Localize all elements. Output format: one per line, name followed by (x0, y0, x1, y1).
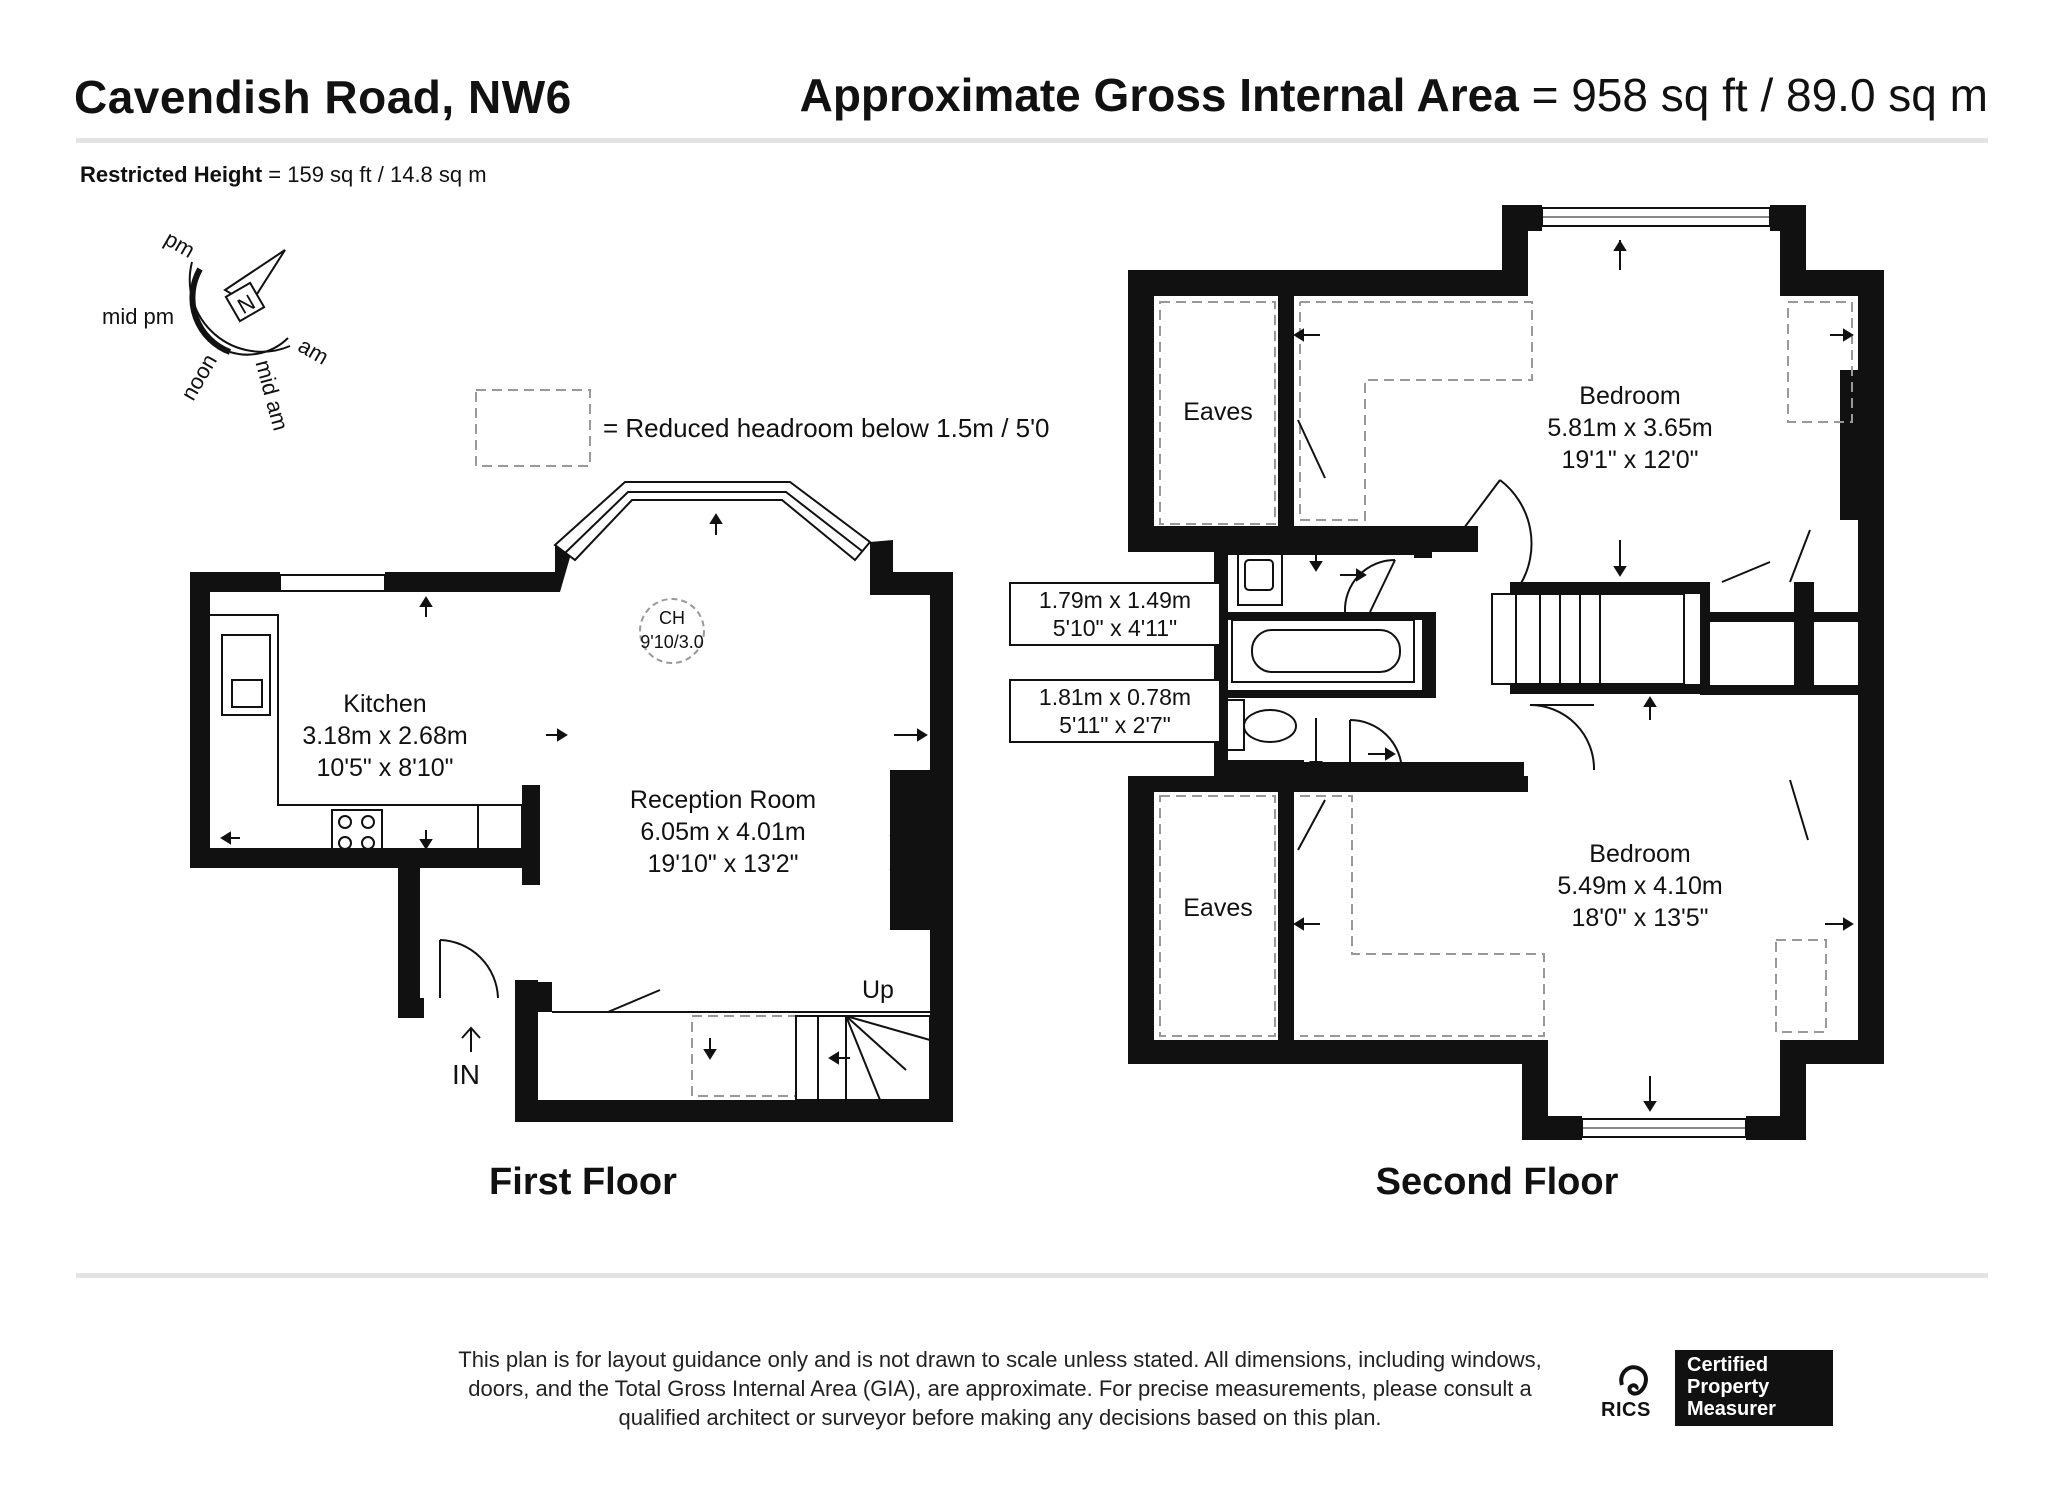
badge-line-1: Certified (1687, 1354, 1769, 1376)
second-floor-arrows (1295, 240, 1852, 1110)
restricted-height-value: = 159 sq ft / 14.8 sq m (268, 162, 487, 187)
certified-measurer-badge (1675, 1350, 1833, 1426)
compass-arc-pm (192, 269, 230, 352)
footer-divider (76, 1273, 1988, 1278)
ch-label: CH (659, 608, 685, 628)
bedroom1-restricted (1300, 302, 1532, 520)
compass-label-noon: noon (175, 349, 222, 405)
compass-label-am: am (294, 332, 334, 370)
bedroom1-name: Bedroom (1579, 382, 1681, 410)
rics-logo-text: RICS (1601, 1399, 1651, 1421)
wc-metric: 1.81m x 0.78m (1038, 684, 1192, 710)
kitchen-window (280, 575, 385, 591)
entrance-door-swing (440, 940, 498, 998)
gross-area-value: = 958 sq ft / 89.0 sq m (1531, 69, 1988, 121)
second-floor-staircase (1492, 594, 1684, 684)
reception-metric: 6.05m x 4.01m (640, 818, 806, 846)
wc-imperial: 5'11" x 2'7" (1059, 712, 1171, 738)
entrance-label: IN (452, 1059, 480, 1090)
ch-value: 9'10/3.0 (640, 632, 704, 652)
bathroom-fixtures (1224, 545, 1414, 750)
property-title: Cavendish Road, NW6 (74, 71, 572, 123)
restricted-height-label: Restricted Height (80, 162, 263, 187)
compass-label-mid-am: mid am (250, 357, 294, 434)
kitchen-imperial: 10'5" x 8'10" (316, 754, 454, 782)
reception-imperial: 19'10" x 13'2" (647, 850, 799, 878)
compass-label-mid-pm: mid pm (102, 304, 175, 329)
reception-name: Reception Room (629, 786, 817, 814)
bedroom2-imperial: 18'0" x 13'5" (1571, 904, 1709, 932)
second-floor-caption: Second Floor (1375, 1161, 1619, 1203)
legend-swatch (476, 390, 590, 466)
bedroom2-metric: 5.49m x 4.10m (1557, 872, 1723, 900)
bedroom2-restricted (1300, 796, 1544, 1036)
second-floor-plan (1010, 205, 1884, 1203)
eaves-bottom-label: Eaves (1183, 894, 1253, 922)
dimension-arrows (222, 515, 926, 1063)
bedroom2-name: Bedroom (1589, 840, 1691, 868)
stairs-up-label: Up (862, 976, 894, 1004)
compass-label-pm: pm (160, 225, 200, 263)
gross-area-label: Approximate Gross Internal Area (799, 69, 1519, 121)
first-floor-walls (190, 540, 953, 1122)
cupboard-door (608, 990, 660, 1012)
sink-basin (232, 680, 262, 707)
legend-text: = Reduced headroom below 1.5m / 5'0 (603, 413, 1050, 443)
badge-line-3: Measurer (1687, 1398, 1776, 1420)
bedroom1-imperial: 19'1" x 12'0" (1561, 446, 1699, 474)
second-floor-walls (1128, 205, 1884, 1140)
first-floor-staircase (796, 1016, 930, 1100)
first-floor-caption: First Floor (489, 1161, 677, 1203)
bedroom1-metric: 5.81m x 3.65m (1547, 414, 1713, 442)
first-floor-plan (190, 482, 953, 1203)
kitchen-name: Kitchen (343, 690, 427, 718)
bedroom2-restricted-side (1776, 940, 1826, 1032)
compass-north-label: N (233, 289, 260, 319)
badge-line-2: Property (1687, 1376, 1770, 1398)
kitchen-metric: 3.18m x 2.68m (302, 722, 468, 750)
eaves-top-label: Eaves (1183, 398, 1253, 426)
disclaimer-text: This plan is for layout guidance only and is not drawn to scale unless stated. All dimensions, including windows, doors, and the Total Gross Internal Area (GIA), are approximate. For precise measurements, please consult a qualified architect or surveyor before making any decisions based on this plan. (458, 1347, 1542, 1430)
bathroom-metric: 1.79m x 1.49m (1038, 587, 1192, 613)
compass (102, 226, 333, 433)
entry-arrow-icon (462, 1028, 480, 1052)
bathroom-imperial: 5'10" x 4'11" (1052, 615, 1178, 641)
